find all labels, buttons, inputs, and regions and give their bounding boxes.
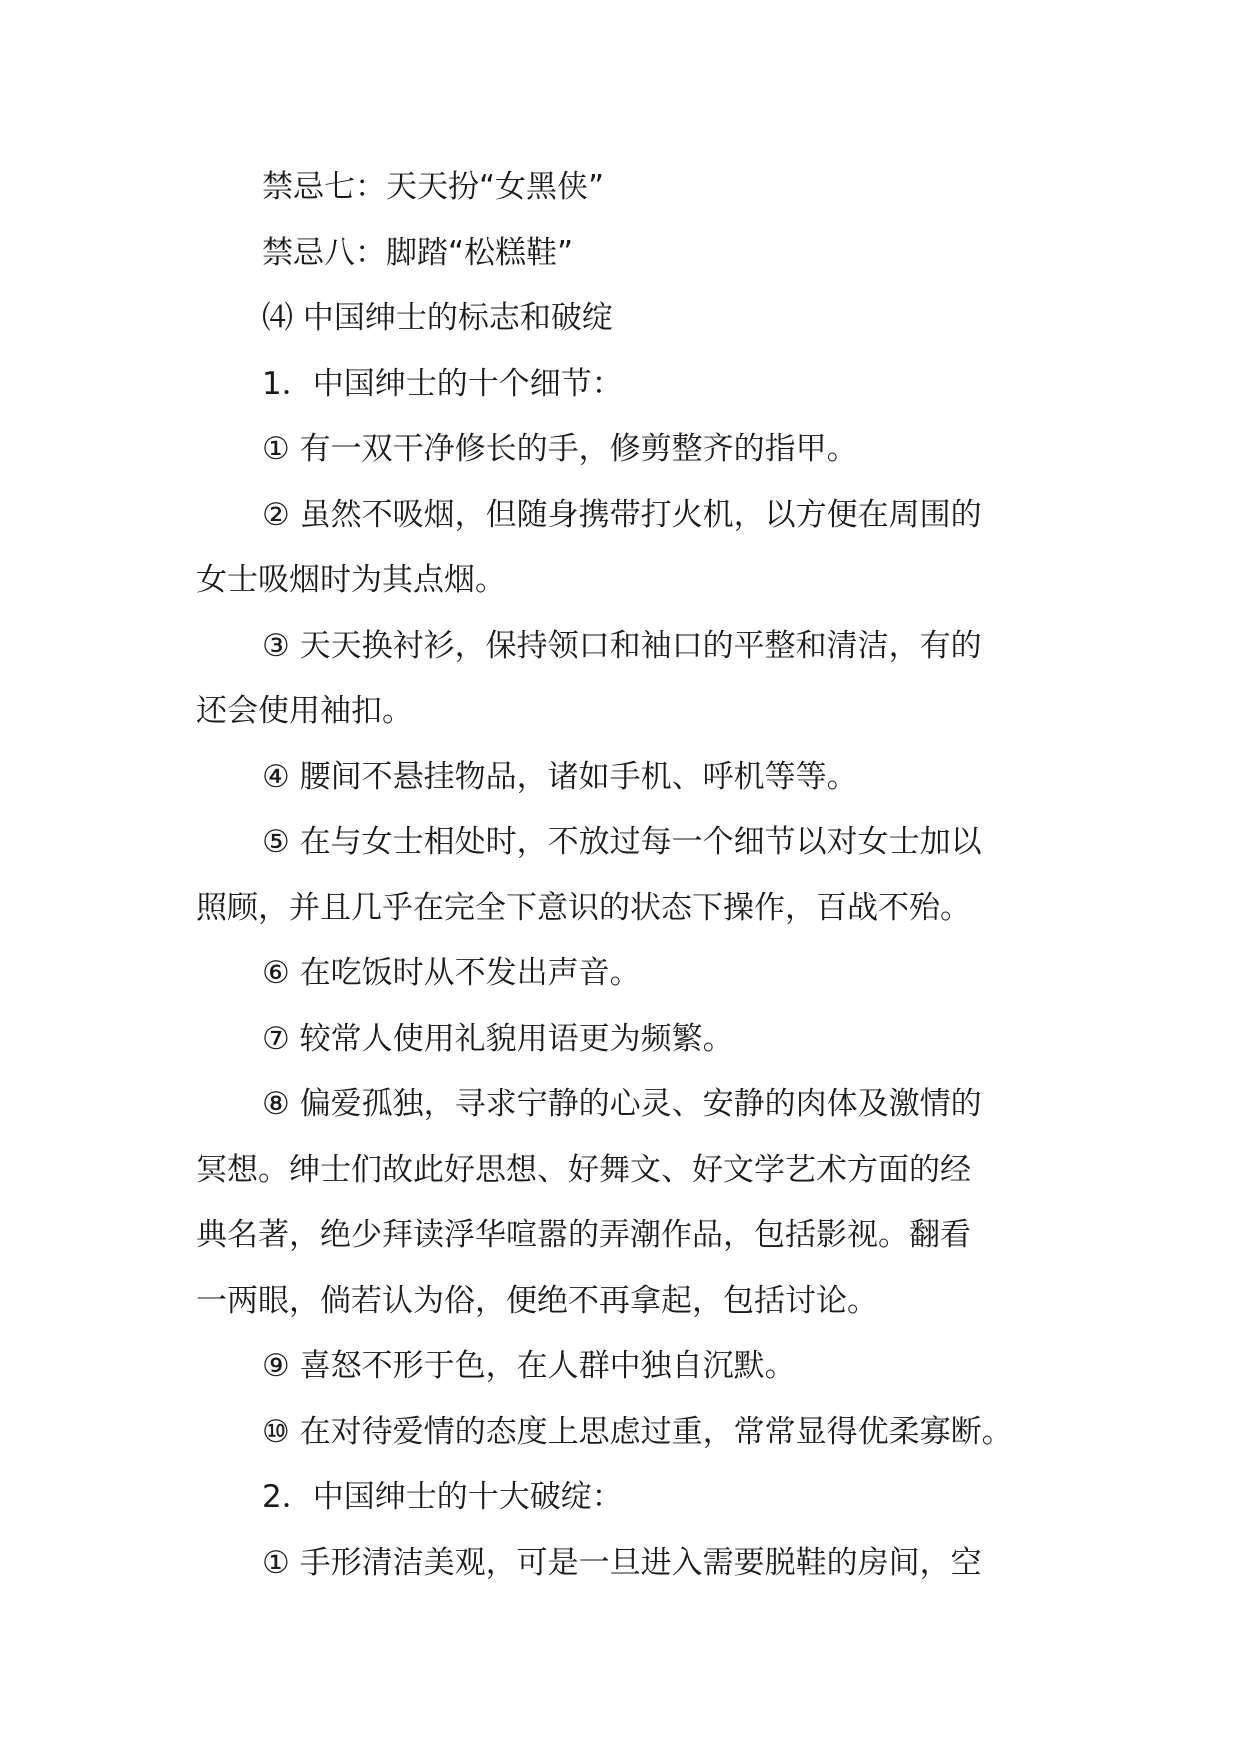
paragraph-line: 一两眼，倘若认为俗，便绝不再拿起，包括讨论。 [196,1282,878,1319]
paragraph-line: 照顾，并且几乎在完全下意识的状态下操作，百战不殆。 [196,889,971,926]
paragraph-line: 典名著，绝少拜读浮华喧嚣的弄潮作品，包括影视。翻看 [196,1217,971,1253]
list-item-detail-9: ⑨ 喜怒不形于色，在人群中独自沉默。 [262,1348,796,1384]
list-item-detail-4: ④ 腰间不悬挂物品，诸如手机、呼机等等。 [262,758,858,795]
paragraph-taboo-7: 禁忌七：天天扮“女黑侠” [262,169,605,205]
paragraph-line: ② 虽然不吸烟，但随身携带打火机，以方便在周围的 [262,496,982,533]
paragraph-taboo-8: 禁忌八：脚踏“松糕鞋” [262,234,574,271]
list-item-detail-10: ⑩ 在对待爱情的态度上思虑过重，常常显得优柔寡断。 [262,1413,1013,1450]
section-heading-4: ⑷ 中国绅士的标志和破绽 [262,300,613,336]
paragraph-line: 冥想。绅士们故此好思想、好舞文、好文学艺术方面的经 [196,1151,971,1188]
list-item-flaw-1: ① 手形清洁美观，可是一旦进入需要脱鞋的房间，空 [262,1544,982,1581]
paragraph-line: ③ 天天换衬衫，保持领口和袖口的平整和清洁，有的 [262,627,982,664]
paragraph-line: ⑤ 在与女士相处时，不放过每一个细节以对女士加以 [262,824,982,860]
paragraph-line: ⑧ 偏爱孤独，寻求宁静的心灵、安静的肉体及激情的 [262,1086,982,1122]
list-item-detail-8 [130,1072,1076,1334]
paragraph-line: 女士吸烟时为其点烟。 [196,562,506,598]
subheading-ten-flaws: 2．中国绅士的十大破绽： [262,1479,623,1515]
list-item-detail-6: ⑥ 在吃饭时从不发出声音。 [262,955,641,991]
list-item-detail-1: ① 有一双干净修长的手，修剪整齐的指甲。 [262,431,858,467]
list-item-detail-2 [130,483,1076,614]
document-body [196,155,1076,1596]
list-item-detail-7: ⑦ 较常人使用礼貌用语更为频繁。 [262,1020,734,1057]
paragraph-line: 还会使用袖扣。 [196,693,413,729]
list-item-detail-5 [130,810,1076,941]
subheading-ten-details: 1．中国绅士的十个细节： [262,365,623,402]
list-item-detail-3 [130,614,1076,745]
